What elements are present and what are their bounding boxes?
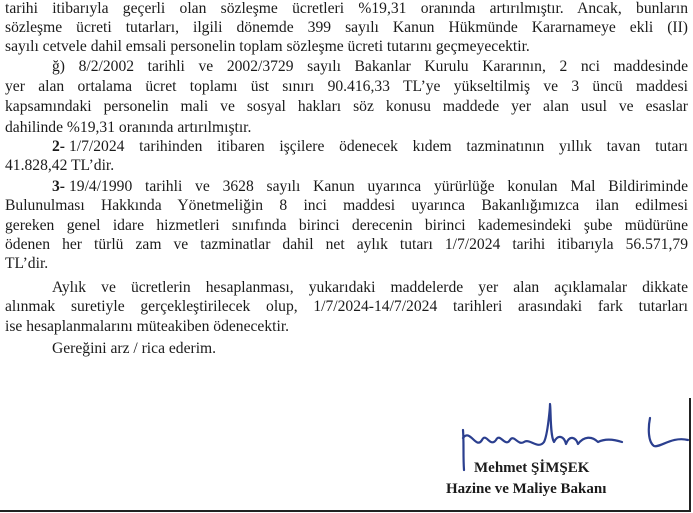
text-line: ise hesaplanmalarını müteakiben ödenecektir. [5,318,290,335]
frame-border-right [689,398,691,511]
text-line: kapsamındaki personelin mali ve sosyal hakları söz konusu maddede yer alan usul ve esaslar [5,98,688,115]
text-line: TL’dir. [5,255,49,272]
item-number: 2- [52,138,65,155]
text-line: ödenen her türlü zam ve tazminatlar dahil net aylık tutarı 1/7/2024 tarihi itibarıyla 56.571,79 [5,236,688,253]
text-line: dahilinde %19,31 oranında artırılmıştır. [5,119,252,136]
text-line: sayılı cetvele dahil emsali personelin toplam sözleşme ücreti tutarını geçmeyecektir. [5,38,530,55]
text-line: 41.828,42 TL’dir. [5,157,115,174]
text-line: alınmak suretiyle gerçekleştirilecek olup, 1/7/2024-14/7/2024 tarihleri arasındaki fark tutarları [5,298,688,315]
text-line: Aylık ve ücretlerin hesaplanması, yukarıdaki maddelerde yer alan açıklamalar dikkate [52,279,688,296]
text-line: gereken genel idare hizmetleri sınıfında birinci derecenin birinci kademesindeki şube müdürüne [5,217,688,234]
text-line: ğ) 8/2/2002 tarihli ve 2002/3729 sayılı Bakanlar Kurulu Kararının, 2 nci maddesinde [52,58,688,75]
signatory-title: Hazine ve Maliye Bakanı [446,481,607,497]
text-line: 19/4/1990 tarihli ve 3628 sayılı Kanun uyarınca yürürlüğe konulan Mal Bildiriminde [69,178,688,195]
text-line: yer alan ortalama ücret toplamı üst sınırı 90.416,33 TL’ye yükseltilmiş ve 3 üncü maddesi [5,78,688,95]
text-line: Bulunulması Hakkında Yönetmeliğin 8 inci maddesi uyarınca Bakanlığımızca ilan edilmesi [5,197,688,214]
item-number: 3- [52,178,65,195]
text-line: 1/7/2024 tarihinden itibaren işçilere ödenecek kıdem tazminatının yıllık tavan tutarı [69,138,688,155]
text-line: tarihi itibarıyla geçerli olan sözleşme ücretleri %19,31 oranında artırılmıştır. Ancak, bunların [5,0,688,17]
text-line: Gereğini arz / rica ederim. [52,340,217,357]
text-line: sözleşme ücreti tutarları, ilgili dönemde 399 sayılı Kanun Hükmünde Kararnameye ekli (II) [5,19,688,36]
signatory-name: Mehmet ŞİMŞEK [474,460,590,476]
item-2-line [52,138,688,156]
item-3-line [52,178,688,196]
frame-border-bottom [0,510,691,512]
